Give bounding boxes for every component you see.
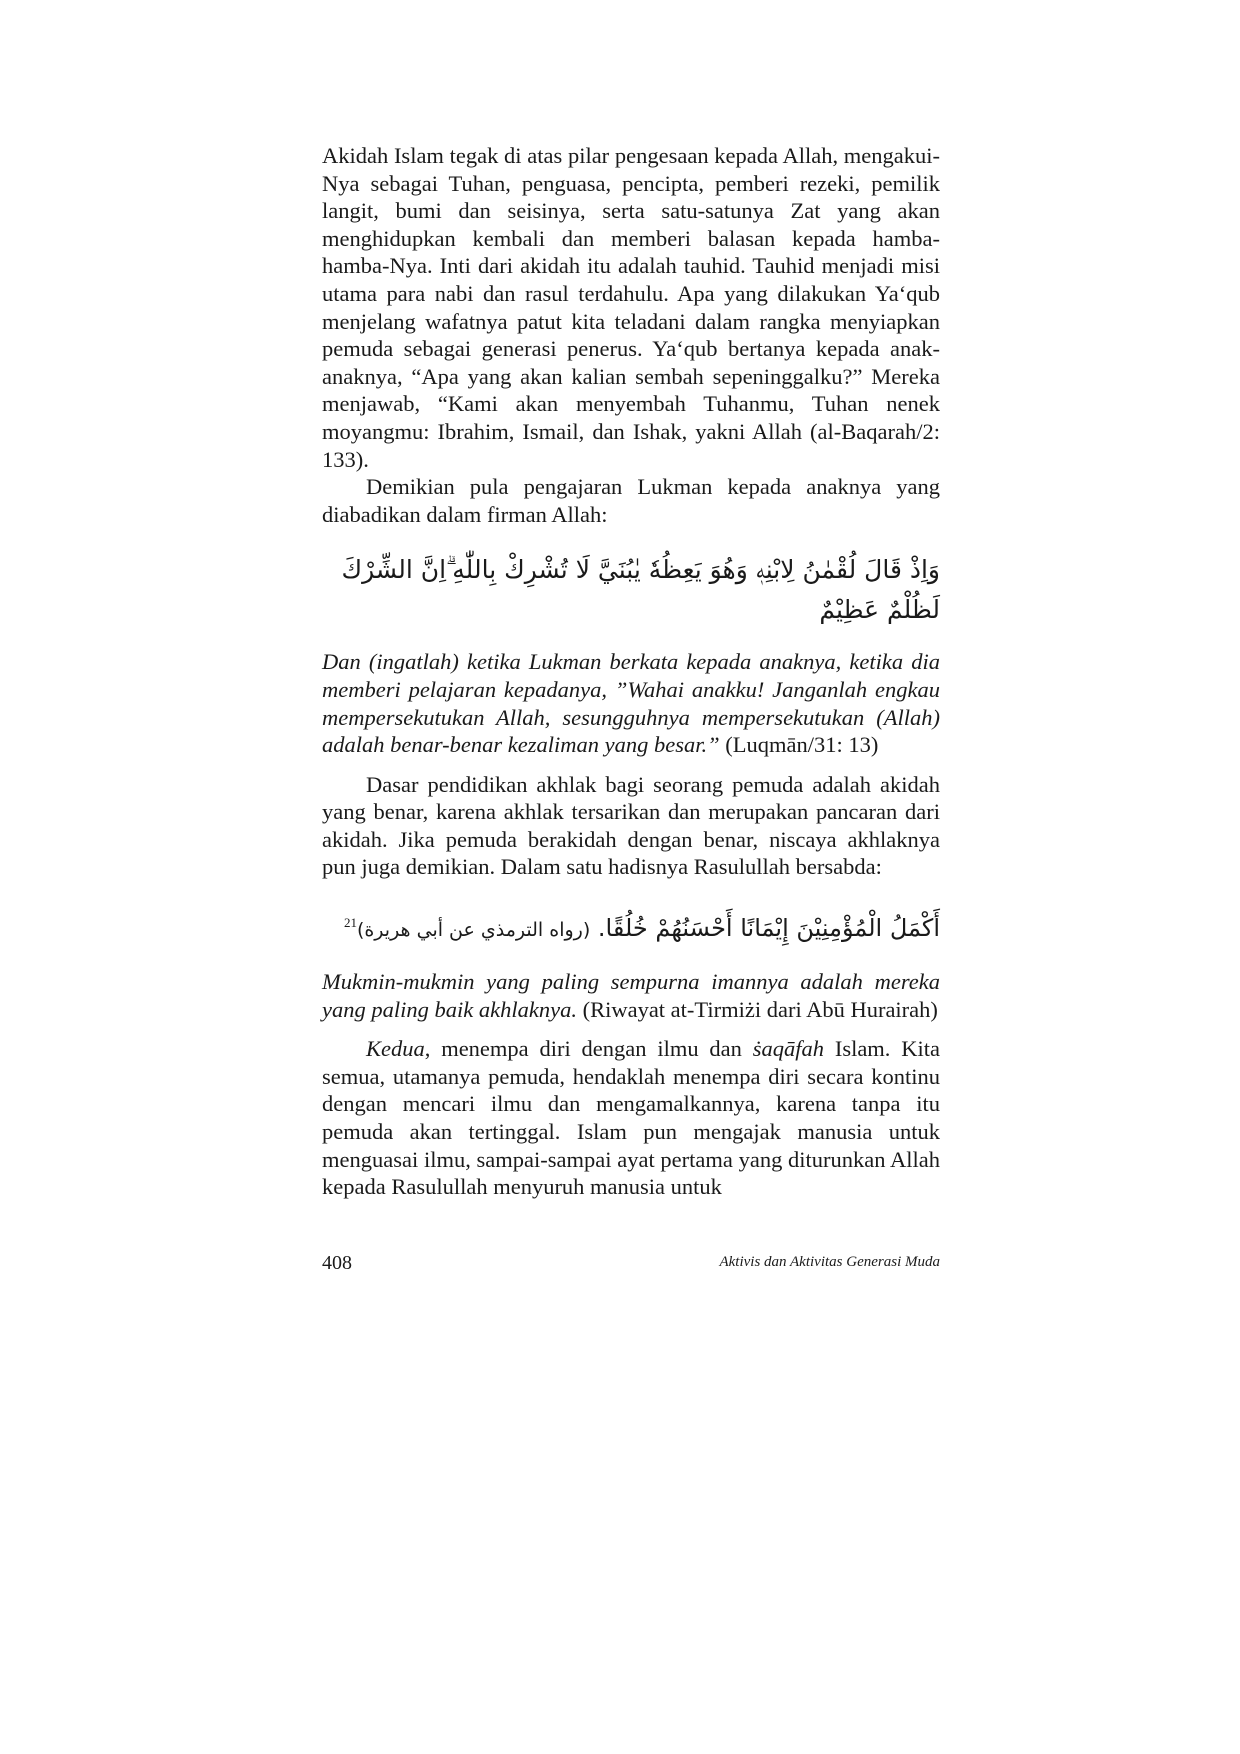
hadith-arabic: [322, 903, 940, 950]
hadith-reference: (Riwayat at-Tirmiżi dari Abū Hurairah): [582, 996, 938, 1022]
quran-verse-text: وَاِذْ قَالَ لُقْمٰنُ لِابْنِهٖ وَهُوَ يَعِظُهٗ يٰبُنَيَّ لَا تُشْرِكْ بِاللّٰهِ ۗاِنَّ الشِّرْكَ لَظُلْمٌ عَظِيْمٌ: [341, 555, 940, 625]
hadith-narration: (رواه الترمذي عن أبي هريرة): [356, 919, 591, 942]
footnote-marker: 21: [343, 915, 357, 931]
hadith-text: أَكْمَلُ الْمُؤْمِنِيْنَ إِيْمَانًا أَحْسَنُهُمْ خُلُقًا.: [597, 914, 940, 943]
verse-translation-text: Dan (ingatlah) ketika Lukman berkata kepada anaknya, ketika dia memberi pelajaran kepadanya, ”Wahai anakku! Janganlah engkau mempersekutukan Allah, sesungguhnya mempersekutukan (Allah) adalah benar-benar kezaliman yang besar.”: [322, 649, 940, 758]
hadith-translation-text: Mukmin-mukmin yang paling sempurna imannya adalah mereka yang paling baik akhlaknya.: [322, 969, 940, 1022]
main-text-block: [322, 142, 940, 1201]
paragraph-akidah: Akidah Islam tegak di atas pilar pengesaan kepada Allah, mengakui-Nya sebagai Tuhan, penguasa, pencipta, pemberi rezeki, pemilik langit, bumi dan seisinya, serta satu-satunya Zat yang akan menghidupkan kembali dan memberi balasan kepada hamba-hamba-Nya. Inti dari akidah itu adalah tauhid. Tauhid menjadi misi utama para nabi dan rasul terdahulu. Apa yang dilakukan Ya‘qub menjelang wafatnya patut kita teladani dalam rangka menyiapkan pemuda sebagai generasi penerus. Ya‘qub bertanya kepada anak-anaknya, “Apa yang akan kalian sembah sepeninggalku?” Mereka menjawab, “Kami akan menyembah Tuhanmu, Tuhan nenek moyangmu: Ibrahim, Ismail, dan Ishak, yakni Allah (al-Baqarah/2: 133).: [322, 143, 940, 472]
kedua-text-a: , menempa diri dengan ilmu dan: [424, 1036, 753, 1062]
verse-reference: (Luqmān/31: 13): [725, 732, 879, 758]
kedua-lead: Kedua: [366, 1036, 425, 1062]
running-footer-title: Aktivis dan Aktivitas Generasi Muda: [719, 1254, 940, 1270]
page-number: 408: [322, 1252, 352, 1274]
paragraph-lukman-intro: Demikian pula pengajaran Lukman kepada anaknya yang diabadikan dalam firman Allah:: [322, 474, 940, 527]
paragraph-akhlak: Dasar pendidikan akhlak bagi seorang pemuda adalah akidah yang benar, karena akhlak tersarikan dan merupakan pancaran dari akidah. Jika pemuda berakidah dengan benar, niscaya akhlaknya pun juga demikian. Dalam satu hadisnya Rasulullah bersabda:: [322, 771, 940, 880]
quran-verse-arabic: [322, 550, 940, 630]
saqafah-term: ṡaqāfah: [752, 1036, 824, 1062]
kedua-text-b: Islam. Kita semua, utamanya pemuda, hendaklah menempa diri secara kontinu dengan mencari ilmu dan mengamalkannya, karena tanpa itu pemuda akan tertinggal. Islam pun mengajak manusia untuk menguasai ilmu, sampai-sampai ayat pertama yang diturunkan Allah kepada Rasulullah menyuruh manusia untuk: [322, 1036, 940, 1200]
hadith-translation: [322, 968, 940, 1023]
paragraph-kedua: [322, 1035, 940, 1201]
verse-translation: [322, 648, 940, 758]
